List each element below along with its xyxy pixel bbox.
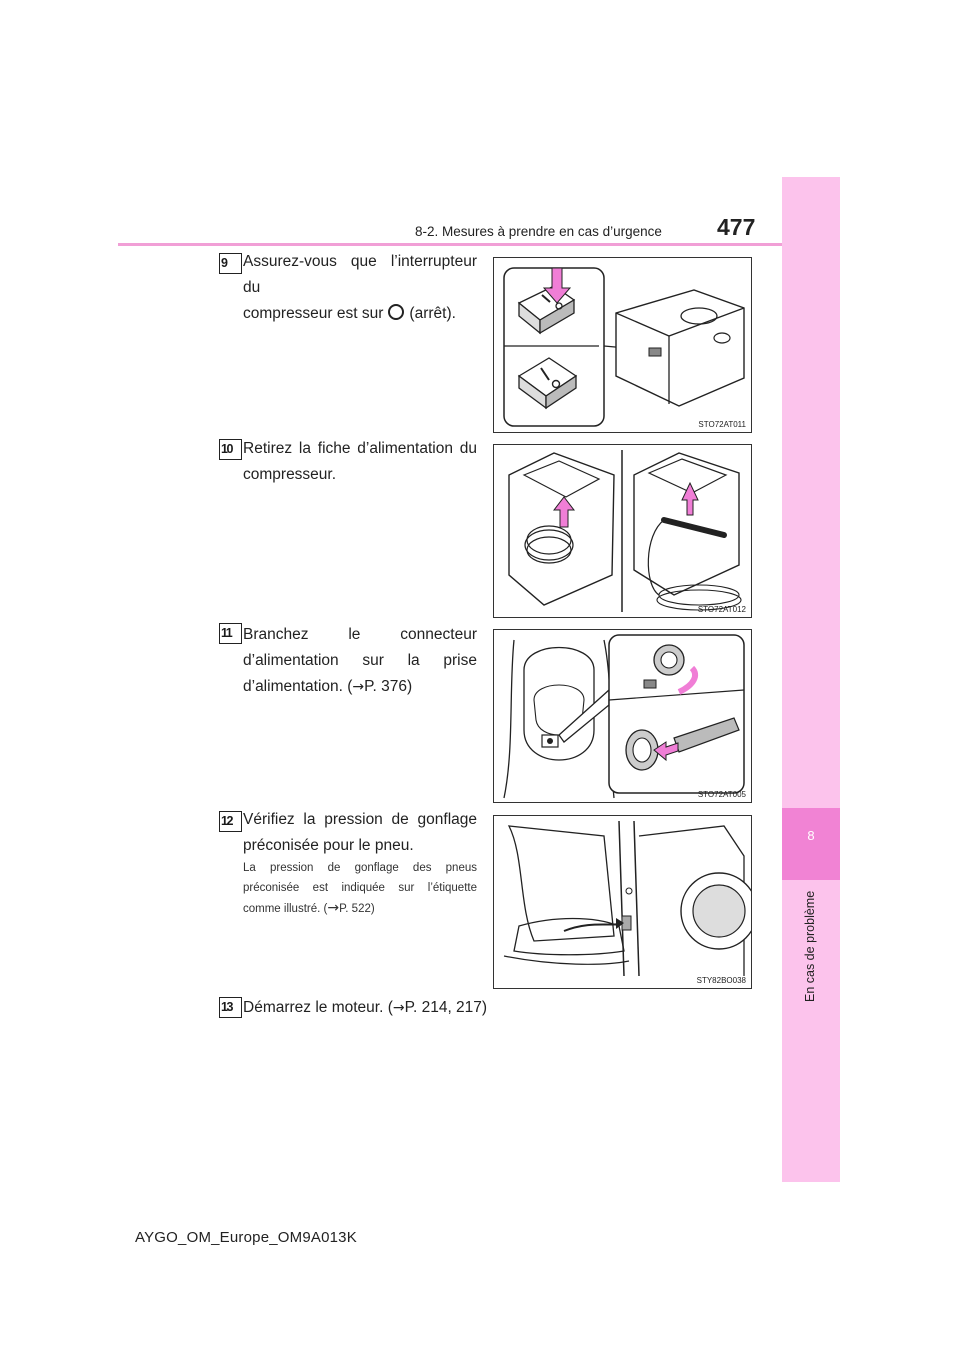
step-11-line-2: d’alimentation sur la prise — [243, 652, 477, 669]
step-12-text — [243, 807, 477, 859]
step-number-13: 13 — [219, 997, 242, 1018]
step-9-text — [243, 249, 477, 327]
step-13-text — [243, 995, 503, 1021]
step-10-text — [243, 436, 477, 488]
step-11-text — [243, 622, 477, 700]
step-9-line-1: Assurez-vous que l’interrupteur du — [243, 253, 477, 296]
step-13-page-ref[interactable]: P. 214, 217) — [404, 999, 488, 1016]
step-12-page-ref[interactable]: P. 522) — [339, 903, 375, 915]
reference-arrow-icon: → — [392, 1000, 405, 1016]
step-10-line-2: compresseur. — [243, 466, 337, 483]
figure-code: STO72AT011 — [698, 420, 746, 429]
step-12-note-prefix: comme illustré. ( — [243, 903, 328, 915]
figure-code: STO72AT012 — [697, 605, 746, 614]
step-number-9: 9 — [219, 253, 242, 274]
figure-remove-power-plug — [493, 444, 752, 618]
step-13-prefix: Démarrez le moteur. ( — [243, 999, 393, 1016]
chapter-side-tab — [782, 177, 840, 1182]
step-number-11: 11 — [219, 623, 242, 644]
step-9-line-2 — [243, 305, 456, 322]
step-11-line-3-prefix: d’alimentation. ( — [243, 678, 353, 695]
chapter-side-tab-marker — [782, 808, 840, 880]
step-number-10: 10 — [219, 439, 242, 460]
reference-arrow-icon: → — [327, 900, 340, 916]
chapter-title: En cas de problème — [803, 890, 817, 1002]
step-10-line-1: Retirez la fiche d’alimentation du — [243, 440, 477, 457]
step-12-note-line-1: La pression de gonflage des pneus — [243, 862, 477, 874]
figure-code: STY82BO038 — [696, 976, 746, 985]
compressor-switch-illustration — [494, 258, 751, 432]
step-12-line-1: Vérifiez la pression de gonflage — [243, 811, 477, 828]
off-symbol-icon — [388, 304, 404, 320]
tire-pressure-label-illustration — [494, 816, 751, 988]
chapter-number: 8 — [807, 828, 815, 843]
step-11-line-3 — [243, 678, 412, 695]
figure-tire-pressure-label — [493, 815, 752, 989]
step-9-line-2-a: compresseur est sur — [243, 305, 384, 322]
header-section-title: 8-2. Mesures à prendre en cas d’urgence — [415, 224, 662, 239]
page-number: 477 — [717, 214, 756, 240]
step-9-line-2-b: (arrêt). — [409, 305, 456, 322]
step-12-note — [243, 858, 477, 919]
step-number-12: 12 — [219, 811, 242, 832]
figure-compressor-switch — [493, 257, 752, 433]
step-12-note-line-2: préconisée est indiquée sur l’étiquette — [243, 882, 477, 894]
connect-power-illustration — [494, 630, 751, 802]
reference-arrow-icon: → — [352, 679, 365, 695]
remove-plug-illustration — [494, 445, 751, 617]
header-rule — [118, 243, 840, 246]
step-12-line-2: préconisée pour le pneu. — [243, 837, 414, 854]
figure-code: STO72AT005 — [697, 790, 746, 799]
step-11-page-ref[interactable]: P. 376) — [364, 678, 413, 695]
step-11-line-1: Branchez le connecteur — [243, 626, 477, 643]
figure-connect-power — [493, 629, 752, 803]
step-12-note-line-3 — [243, 900, 375, 916]
document-code-footer: AYGO_OM_Europe_OM9A013K — [135, 1229, 357, 1246]
